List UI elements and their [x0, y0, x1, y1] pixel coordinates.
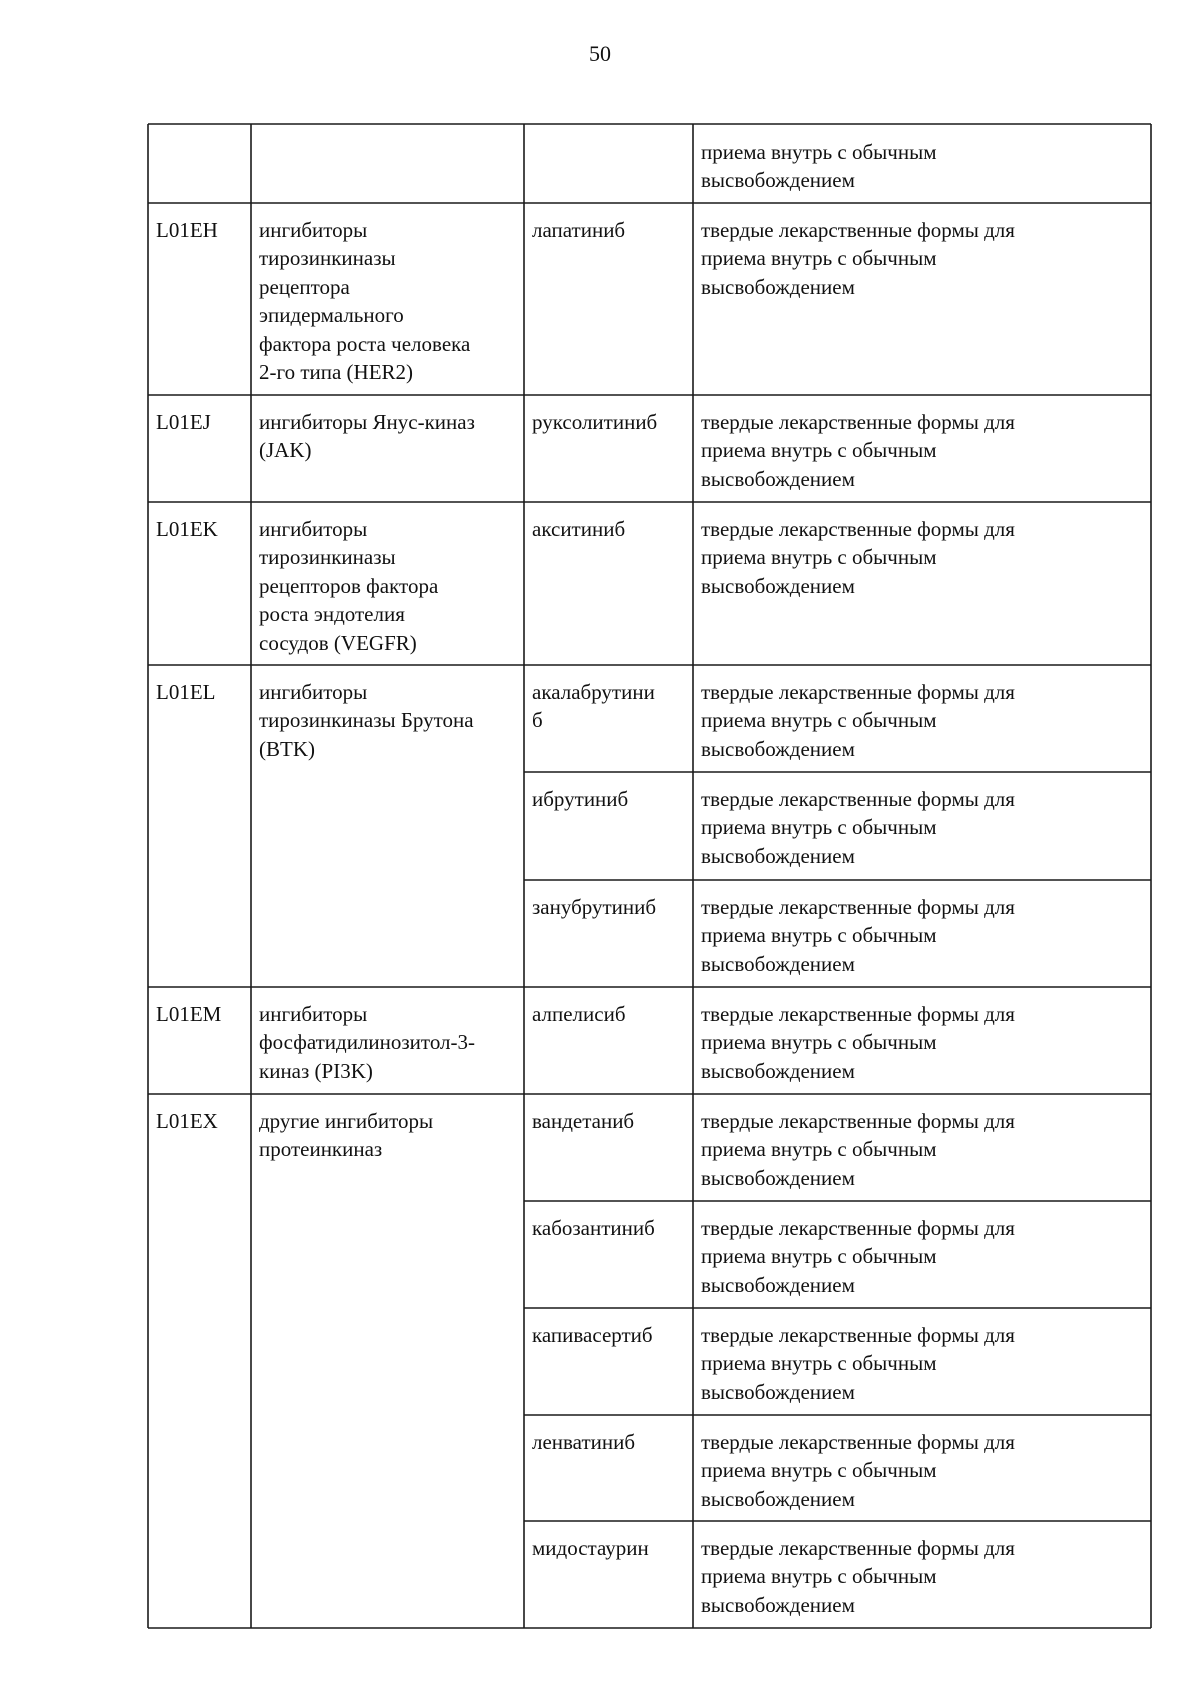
drug-cell: ленватиниб: [532, 1430, 636, 1454]
form-cell: твердые лекарственные формы для приема внутрь с обычным высвобождением: [701, 1002, 1015, 1083]
form-cell: твердые лекарственные формы для приема внутрь с обычным высвобождением: [701, 218, 1015, 299]
drug-cell: кабозантиниб: [532, 1216, 655, 1240]
form-cell: твердые лекарственные формы для приема внутрь с обычным высвобождением: [701, 1536, 1015, 1617]
group-cell: ингибиторы тирозинкиназы рецептора эпидермального фактора роста человека 2-го типа (HER2): [259, 218, 471, 385]
form-cell: твердые лекарственные формы для приема внутрь с обычным высвобождением: [701, 410, 1015, 491]
atc-code-cell: L01EL: [156, 680, 216, 704]
form-cell: приема внутрь с обычным высвобождением: [701, 140, 937, 193]
drug-cell: мидостаурин: [532, 1536, 649, 1560]
group-cell: ингибиторы фосфатидилинозитол-3- киназ (PI3K): [259, 1002, 476, 1083]
form-cell: твердые лекарственные формы для приема внутрь с обычным высвобождением: [701, 787, 1015, 868]
form-cell: твердые лекарственные формы для приема внутрь с обычным высвобождением: [701, 895, 1015, 976]
drug-cell: капивасертиб: [532, 1323, 653, 1347]
drug-cell: ибрутиниб: [532, 787, 629, 811]
atc-code-cell: L01EH: [156, 218, 218, 242]
form-cell: твердые лекарственные формы для приема внутрь с обычным высвобождением: [701, 680, 1015, 761]
form-cell: твердые лекарственные формы для приема внутрь с обычным высвобождением: [701, 1430, 1015, 1511]
atc-code-cell: L01EK: [156, 517, 218, 541]
group-cell: ингибиторы тирозинкиназы рецепторов фактора роста эндотелия сосудов (VEGFR): [259, 517, 439, 655]
drug-cell: алпелисиб: [532, 1002, 626, 1026]
form-cell: твердые лекарственные формы для приема внутрь с обычным высвобождением: [701, 1109, 1015, 1190]
drug-cell: акалабрутини б: [532, 680, 655, 733]
atc-code-cell: L01EM: [156, 1002, 222, 1026]
drug-cell: руксолитиниб: [532, 410, 658, 434]
form-cell: твердые лекарственные формы для приема внутрь с обычным высвобождением: [701, 1216, 1015, 1297]
atc-code-cell: L01EJ: [156, 410, 211, 434]
page-number: 50: [589, 41, 611, 66]
group-cell: ингибиторы Янус-киназ (JAK): [259, 410, 475, 463]
atc-code-cell: L01EX: [156, 1109, 218, 1133]
group-cell: другие ингибиторы протеинкиназ: [259, 1109, 434, 1162]
form-cell: твердые лекарственные формы для приема внутрь с обычным высвобождением: [701, 1323, 1015, 1404]
drug-cell: вандетаниб: [532, 1109, 635, 1133]
form-cell: твердые лекарственные формы для приема внутрь с обычным высвобождением: [701, 517, 1015, 598]
group-cell: ингибиторы тирозинкиназы Брутона (BTK): [259, 680, 474, 761]
drug-cell: лапатиниб: [532, 218, 626, 242]
drug-cell: акситиниб: [532, 517, 626, 541]
drug-cell: занубрутиниб: [532, 895, 657, 919]
